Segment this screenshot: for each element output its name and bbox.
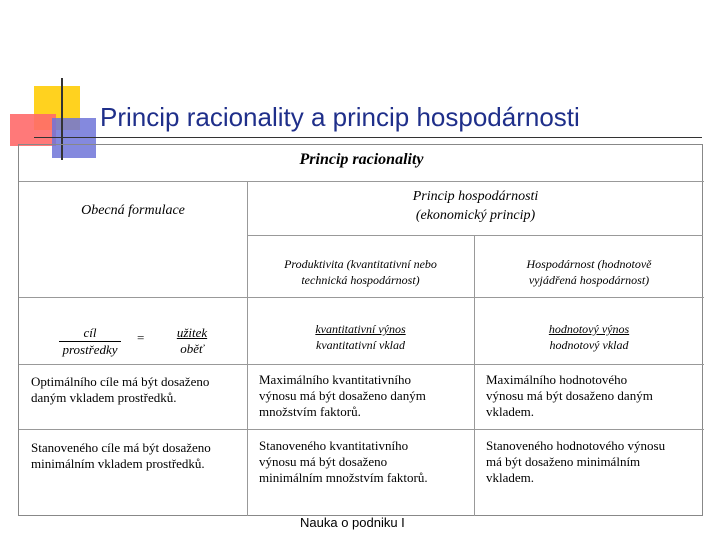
formula-numerator: hodnotový výnos <box>548 322 630 336</box>
col2-subheader-line: Produktivita (kvantitativní nebo <box>284 257 437 271</box>
decor-red-square <box>10 114 56 146</box>
table-grid-line <box>247 235 703 236</box>
table-row-2-col2: Stanoveného kvantitativního výnosu má být dosaženo minimálním množstvím faktorů. <box>259 438 428 485</box>
formula-economy <box>474 321 704 353</box>
formula-denominator: oběť <box>180 341 204 356</box>
decor-horizontal-line <box>34 137 702 138</box>
comparison-table <box>18 144 703 516</box>
formula-numerator: užitek <box>176 325 208 340</box>
formula-denominator: hodnotový vklad <box>549 338 629 352</box>
table-grid-line <box>19 364 704 365</box>
col23-header-line: (ekonomický princip) <box>415 208 536 223</box>
col23-header <box>247 187 704 225</box>
table-grid-line <box>19 297 704 298</box>
table-grid-line <box>19 181 704 182</box>
table-row-1-col3: Maximálního hodnotového výnosu má být dosaženo daným vkladem. <box>486 372 653 419</box>
table-grid-line <box>19 429 704 430</box>
table-row-2-col1: Stanoveného cíle má být dosaženo minimálním vkladem prostředků. <box>31 440 211 471</box>
formula-numerator: kvantitativní výnos <box>315 322 406 336</box>
col3-subheader-line: vyjádřená hospodárnost) <box>528 273 650 287</box>
table-row-1-col2: Maximálního kvantitativního výnosu má být dosaženo daným množstvím faktorů. <box>259 372 426 419</box>
col23-header-line: Princip hospodárnosti <box>412 189 539 204</box>
formula-denominator: kvantitativní vklad <box>316 338 405 352</box>
formula-denominator: prostředky <box>62 342 118 357</box>
table-header: Princip racionality <box>299 151 424 168</box>
col1-header: Obecná formulace <box>81 203 185 218</box>
formula-equals: = <box>137 330 145 345</box>
formula-productivity <box>247 321 474 353</box>
formula-fraction-left <box>55 325 125 358</box>
slide-footer: Nauka o podniku I <box>300 515 405 530</box>
col3-subheader <box>474 256 704 288</box>
formula-numerator: cíl <box>55 325 125 342</box>
slide-title: Princip racionality a princip hospodárnosti <box>100 102 580 132</box>
col2-subheader-line: technická hospodárnost) <box>301 273 420 287</box>
table-row-2-col3: Stanoveného hodnotového výnosu má být dosaženo minimálním vkladem. <box>486 438 666 485</box>
table-row-1-col1: Optimálního cíle má být dosaženo daným vkladem prostředků. <box>31 374 210 405</box>
formula-fraction-right <box>167 325 217 357</box>
col2-subheader <box>247 256 474 288</box>
col3-subheader-line: Hospodárnost (hodnotově <box>526 257 652 271</box>
